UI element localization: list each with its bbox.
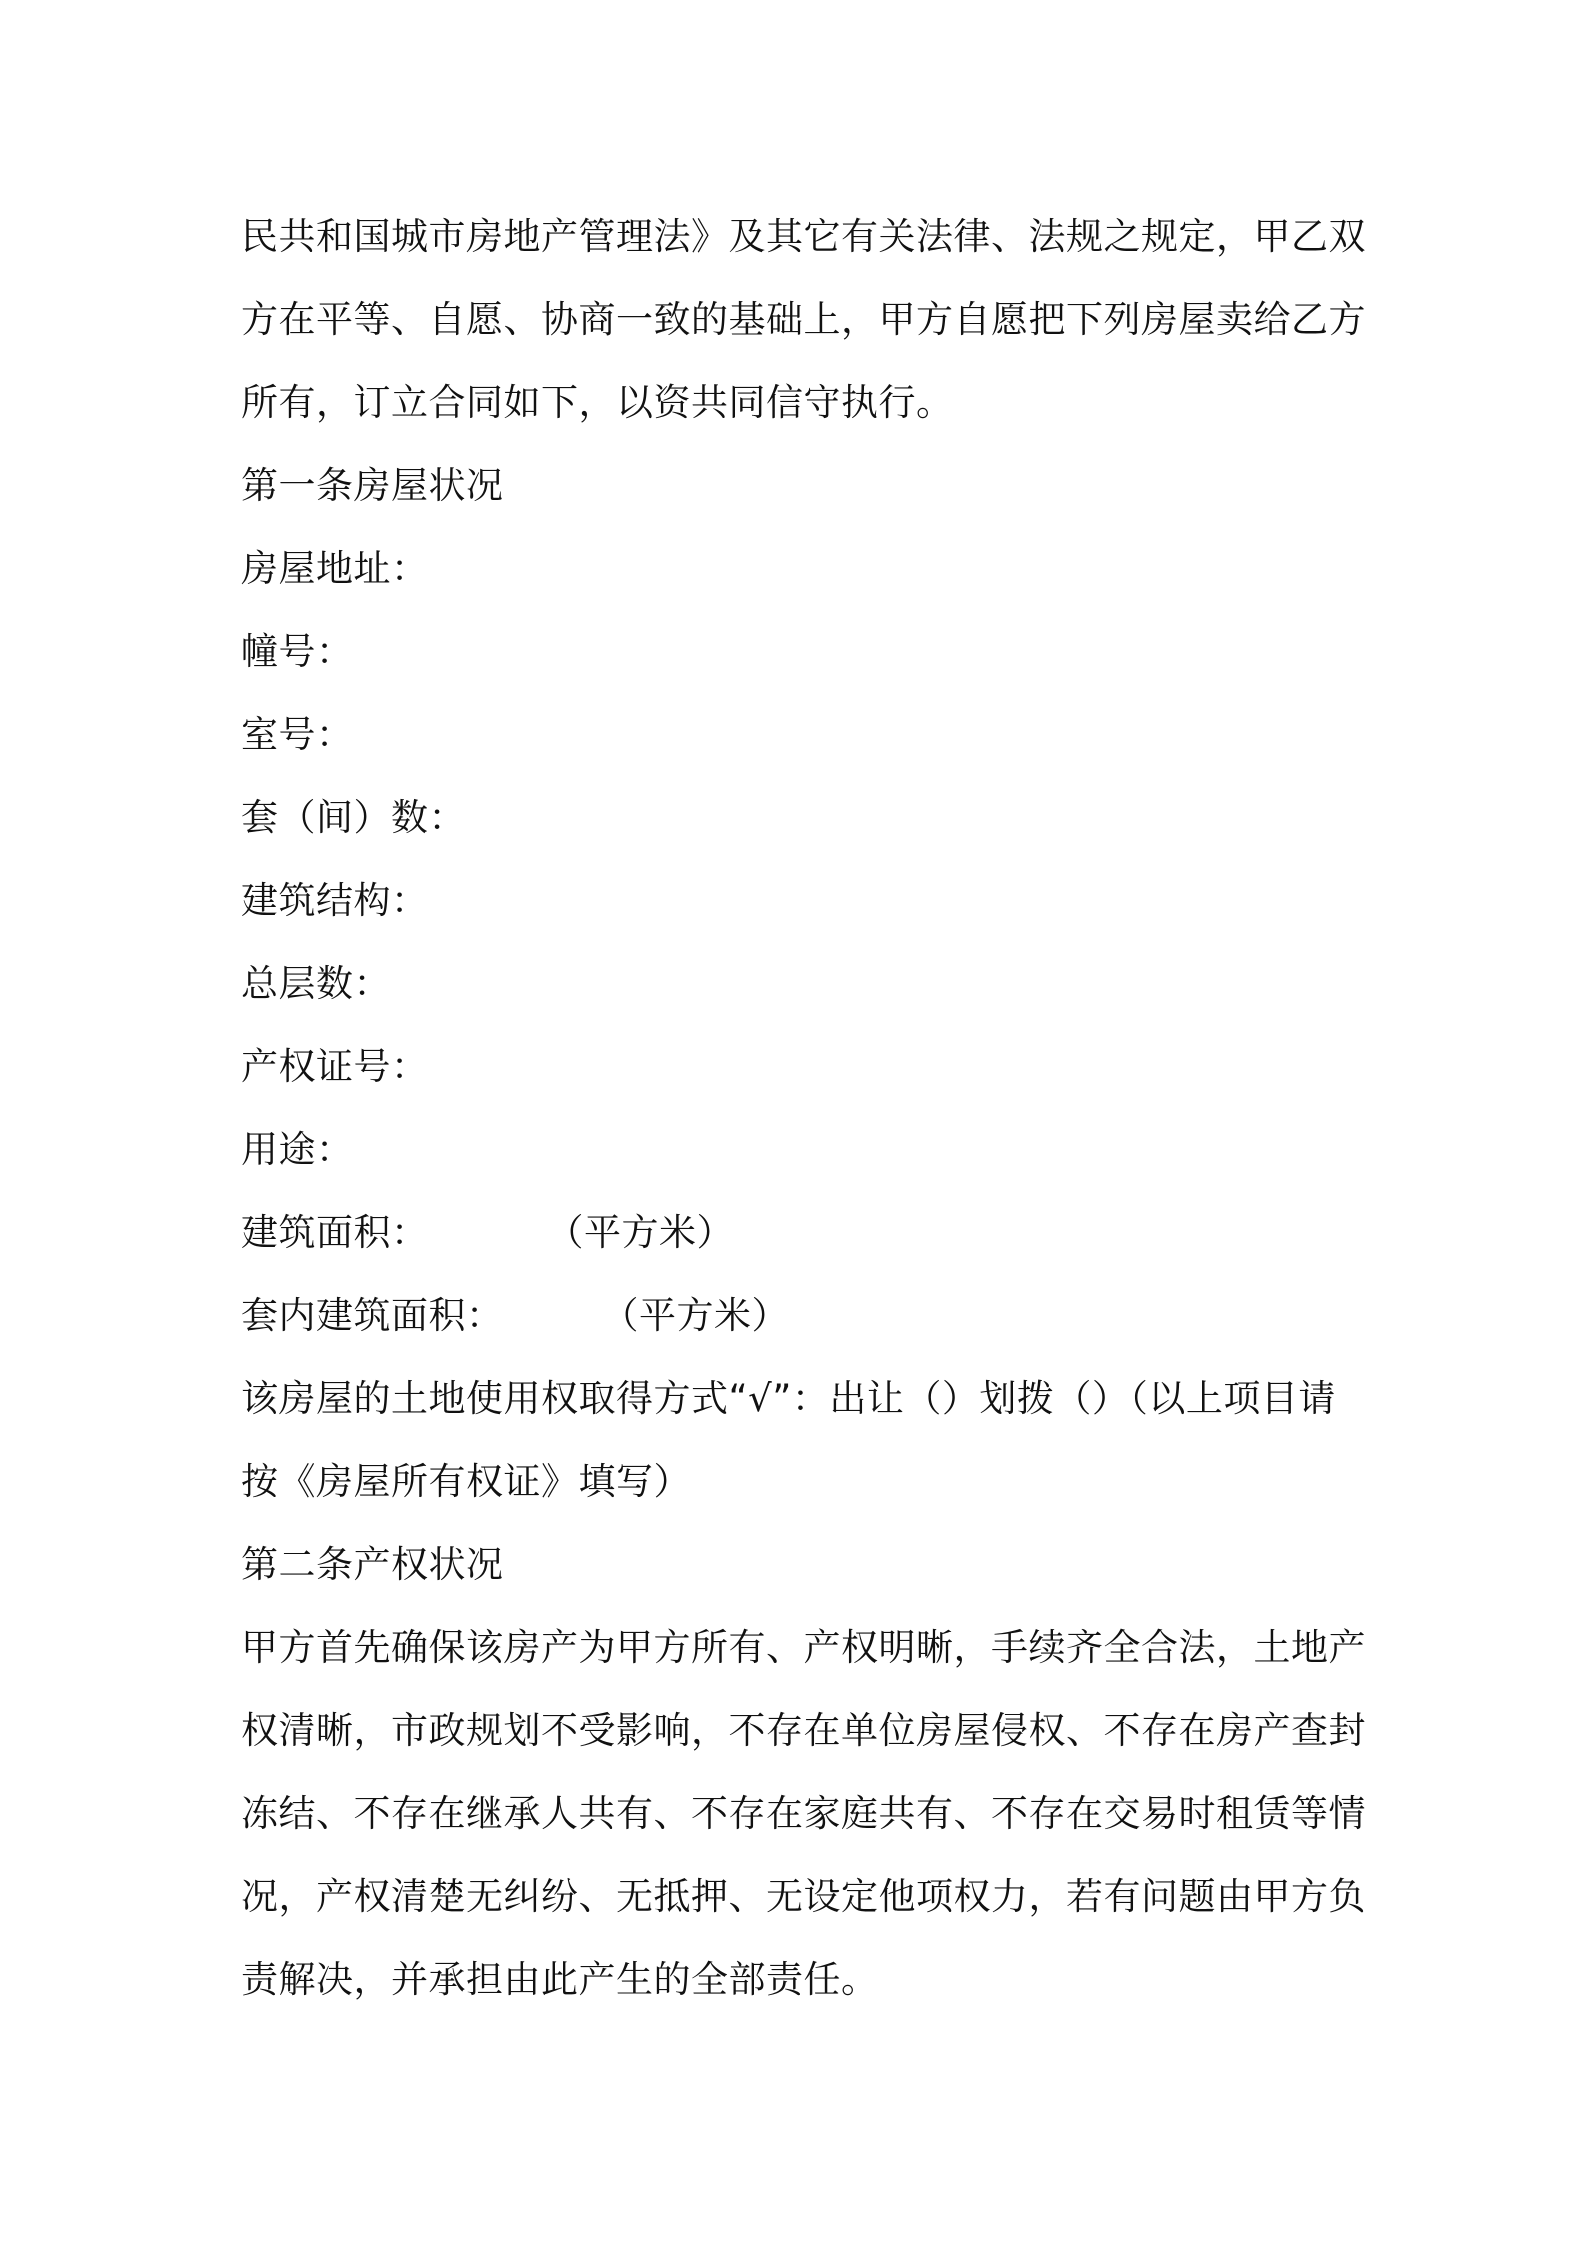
inner-area-field (241, 1274, 1361, 1357)
land-right-line-1: 该房屋的土地使用权取得方式“√”：出让（）划拨（）（以上项目请 (241, 1377, 1336, 1420)
inner-area-unit: （平方米） (601, 1294, 789, 1337)
floor-area-unit: （平方米） (546, 1211, 734, 1254)
units-field: 套（间）数： (241, 796, 466, 839)
article-2-line-2: 权清晰，市政规划不受影响，不存在单位房屋侵权、不存在房产查封 (241, 1709, 1366, 1752)
intro-line-2: 方在平等、自愿、协商一致的基础上，甲方自愿把下列房屋卖给乙方 (241, 298, 1366, 341)
article-2-line-5: 责解决，并承担由此产生的全部责任。 (241, 1958, 879, 2001)
certificate-no-field: 产权证号： (241, 1045, 429, 1088)
article-2-line-1: 甲方首先确保该房产为甲方所有、产权明晰，手续齐全合法，土地产 (241, 1626, 1366, 1669)
intro-line-1: 民共和国城市房地产管理法》及其它有关法律、法规之规定，甲乙双 (241, 215, 1366, 258)
document-body (241, 195, 1366, 2021)
article-2-heading: 第二条产权状况 (241, 1543, 504, 1586)
land-right-line-2: 按《房屋所有权证》填写） (241, 1460, 691, 1503)
structure-field: 建筑结构： (241, 879, 429, 922)
article-2-line-4: 况，产权清楚无纠纷、无抵押、无设定他项权力，若有问题由甲方负 (241, 1875, 1366, 1918)
inner-area-label: 套内建筑面积： (241, 1294, 504, 1337)
total-floors-field: 总层数： (241, 962, 391, 1005)
building-no-field: 幢号： (241, 630, 354, 673)
article-1-heading: 第一条房屋状况 (241, 464, 504, 507)
article-2-line-3: 冻结、不存在继承人共有、不存在家庭共有、不存在交易时租赁等情 (241, 1792, 1366, 1835)
intro-line-3: 所有，订立合同如下，以资共同信守执行。 (241, 381, 954, 424)
floor-area-field (241, 1191, 1361, 1274)
address-field: 房屋地址： (241, 547, 429, 590)
usage-field: 用途： (241, 1128, 354, 1171)
room-no-field: 室号： (241, 713, 354, 756)
floor-area-label: 建筑面积： (241, 1211, 429, 1254)
